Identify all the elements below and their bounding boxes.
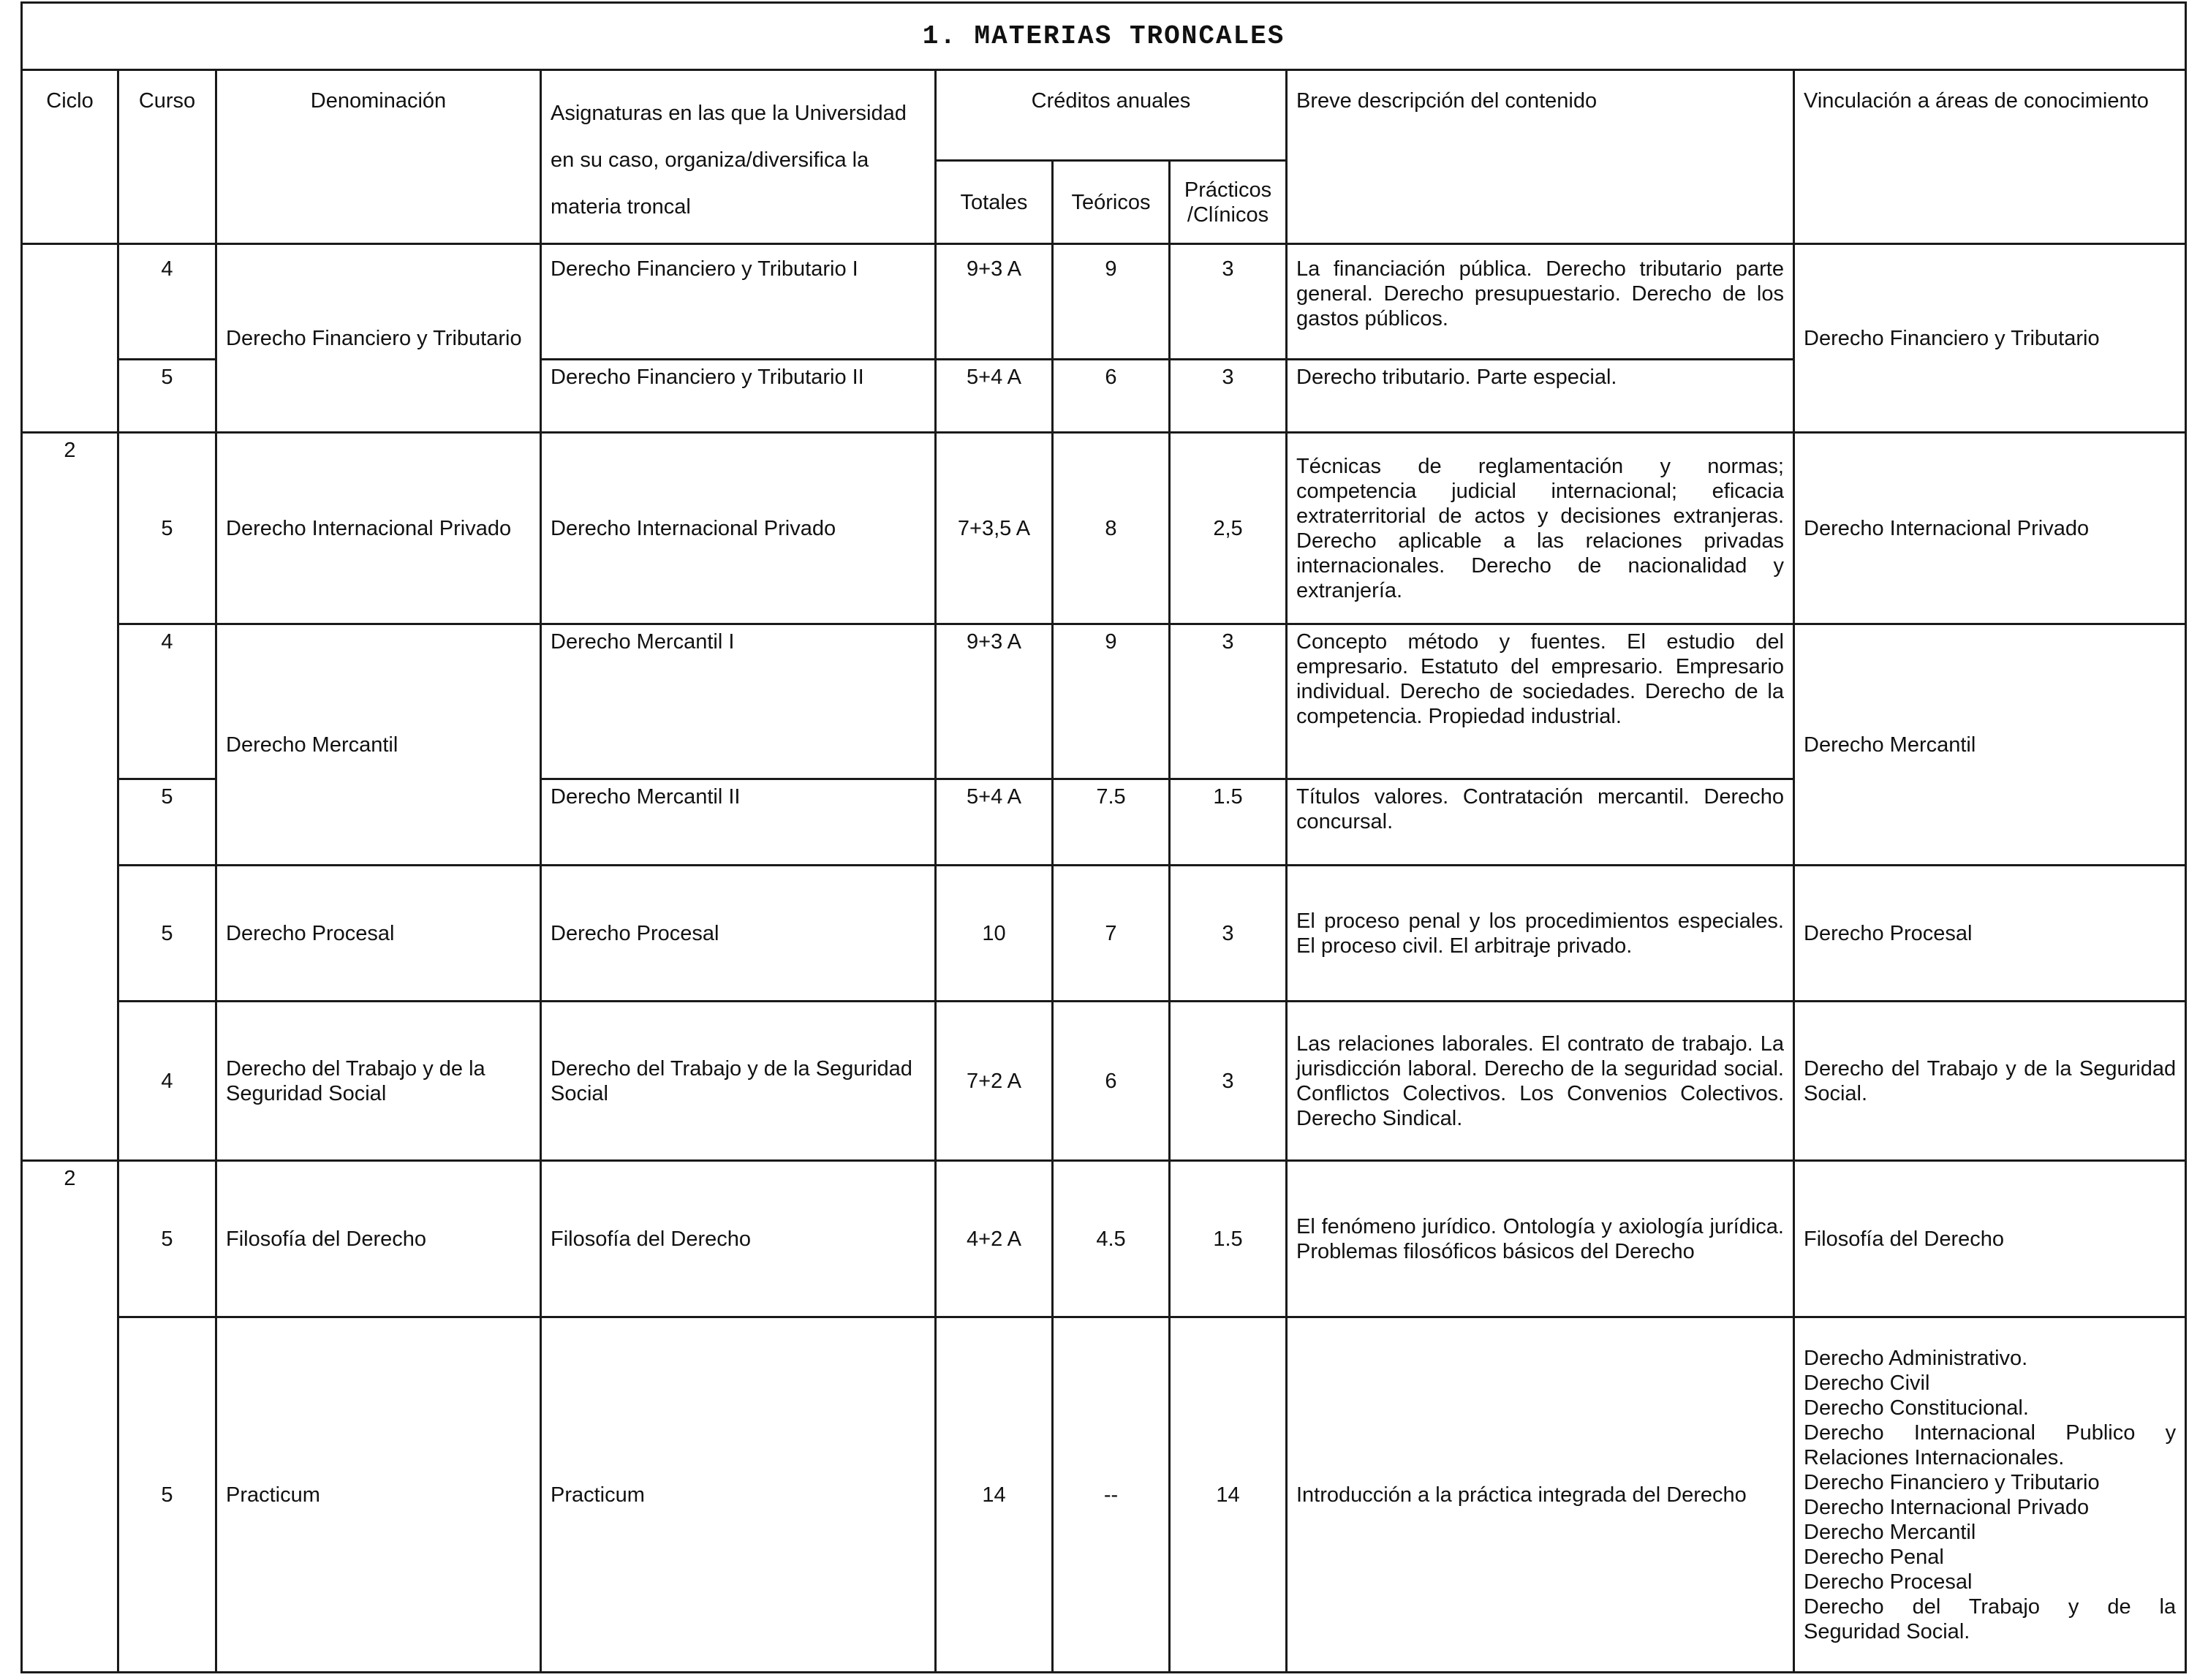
cell-asignatura: Derecho Mercantil II bbox=[541, 779, 936, 866]
cell-asignatura: Derecho Procesal bbox=[541, 866, 936, 1002]
cell-practicos: 3 bbox=[1170, 624, 1287, 779]
cell-denominacion: Derecho Internacional Privado bbox=[216, 433, 541, 624]
cell-descripcion: Concepto método y fuentes. El estudio del empresario. Estatuto del empresario. Empresario individual. Derecho de sociedades. Derecho de la competencia. Propiedad industrial. bbox=[1287, 624, 1794, 779]
vinculacion-line: Derecho Procesal bbox=[1804, 1570, 1973, 1594]
table-row bbox=[22, 1161, 2186, 1317]
cell-practicos: 1.5 bbox=[1170, 779, 1287, 866]
cell-curso: 5 bbox=[118, 866, 216, 1002]
cell-ciclo: 2 bbox=[22, 433, 118, 1161]
cell-asignatura: Filosofía del Derecho bbox=[541, 1161, 936, 1317]
cell-teoricos: 4.5 bbox=[1053, 1161, 1170, 1317]
table-row bbox=[22, 433, 2186, 624]
cell-denominacion: Derecho Mercantil bbox=[216, 624, 541, 866]
cell-asignatura: Derecho del Trabajo y de la Seguridad Social bbox=[541, 1002, 936, 1161]
header-totales: Totales bbox=[936, 161, 1053, 244]
vinculacion-line: Derecho del Trabajo y de la bbox=[1804, 1594, 2177, 1619]
cell-descripcion: Derecho tributario. Parte especial. bbox=[1287, 360, 1794, 433]
table-row bbox=[22, 866, 2186, 1002]
cell-vinculacion: Derecho del Trabajo y de la Seguridad Social. bbox=[1794, 1002, 2186, 1161]
cell-curso: 5 bbox=[118, 779, 216, 866]
cell-teoricos: 6 bbox=[1053, 360, 1170, 433]
table-row bbox=[22, 1317, 2186, 1673]
cell-curso: 5 bbox=[118, 433, 216, 624]
cell-curso: 4 bbox=[118, 1002, 216, 1161]
cell-teoricos: 9 bbox=[1053, 244, 1170, 360]
cell-practicos: 2,5 bbox=[1170, 433, 1287, 624]
table-title: 1. MATERIAS TRONCALES bbox=[22, 3, 2186, 70]
vinculacion-line: Derecho Penal bbox=[1804, 1545, 1944, 1569]
cell-practicos: 14 bbox=[1170, 1317, 1287, 1673]
vinculacion-line: Derecho Mercantil bbox=[1804, 1520, 1976, 1544]
cell-curso: 4 bbox=[118, 624, 216, 779]
cell-vinculacion: Derecho Internacional Privado bbox=[1794, 433, 2186, 624]
cell-totales: 10 bbox=[936, 866, 1053, 1002]
cell-asignatura: Derecho Financiero y Tributario II bbox=[541, 360, 936, 433]
cell-teoricos: 7.5 bbox=[1053, 779, 1170, 866]
vinculacion-line: Seguridad Social. bbox=[1804, 1619, 1970, 1643]
cell-practicos: 3 bbox=[1170, 866, 1287, 1002]
cell-descripcion: La financiación pública. Derecho tributario parte general. Derecho presupuestario. Derecho de los gastos públicos. bbox=[1287, 244, 1794, 360]
cell-teoricos: 6 bbox=[1053, 1002, 1170, 1161]
table-row bbox=[22, 244, 2186, 360]
header-denominacion: Denominación bbox=[216, 70, 541, 244]
cell-denominacion: Derecho Financiero y Tributario bbox=[216, 244, 541, 433]
vinculacion-line: Relaciones Internacionales. bbox=[1804, 1445, 2065, 1469]
cell-descripcion: El proceso penal y los procedimientos especiales. El proceso civil. El arbitraje privado. bbox=[1287, 866, 1794, 1002]
table-row bbox=[22, 624, 2186, 779]
cell-denominacion: Filosofía del Derecho bbox=[216, 1161, 541, 1317]
cell-teoricos: -- bbox=[1053, 1317, 1170, 1673]
cell-practicos: 3 bbox=[1170, 360, 1287, 433]
cell-totales: 9+3 A bbox=[936, 624, 1053, 779]
cell-vinculacion: Filosofía del Derecho bbox=[1794, 1161, 2186, 1317]
vinculacion-line: Derecho Civil bbox=[1804, 1371, 1930, 1395]
cell-totales: 5+4 A bbox=[936, 779, 1053, 866]
cell-teoricos: 7 bbox=[1053, 866, 1170, 1002]
cell-teoricos: 8 bbox=[1053, 433, 1170, 624]
table-row bbox=[22, 1002, 2186, 1161]
cell-totales: 4+2 A bbox=[936, 1161, 1053, 1317]
cell-descripcion: El fenómeno jurídico. Ontología y axiología jurídica. Problemas filosóficos básicos del Derecho bbox=[1287, 1161, 1794, 1317]
cell-descripcion: Introducción a la práctica integrada del Derecho bbox=[1287, 1317, 1794, 1673]
cell-totales: 5+4 A bbox=[936, 360, 1053, 433]
cell-vinculacion-list bbox=[1794, 1317, 2186, 1673]
cell-practicos: 1.5 bbox=[1170, 1161, 1287, 1317]
header-creditos-anuales: Créditos anuales bbox=[936, 70, 1287, 161]
cell-vinculacion: Derecho Procesal bbox=[1794, 866, 2186, 1002]
header-asignaturas: Asignaturas en las que la Universidad en su caso, organiza/diversifica la materia troncal bbox=[541, 70, 936, 244]
cell-descripcion: Técnicas de reglamentación y normas; competencia judicial internacional; eficacia extraterritorial de actos y decisiones extranjeras. Derecho aplicable a las relaciones privadas internacionales. Derecho de nacionalidad y extranjería. bbox=[1287, 433, 1794, 624]
vinculacion-line: Derecho Administrativo. bbox=[1804, 1346, 2028, 1370]
cell-curso: 5 bbox=[118, 1317, 216, 1673]
cell-vinculacion: Derecho Mercantil bbox=[1794, 624, 2186, 866]
cell-practicos: 3 bbox=[1170, 244, 1287, 360]
materias-troncales-table bbox=[20, 1, 2187, 1673]
cell-asignatura: Derecho Mercantil I bbox=[541, 624, 936, 779]
vinculacion-line: Derecho Internacional Publico y bbox=[1804, 1420, 2177, 1445]
cell-asignatura: Practicum bbox=[541, 1317, 936, 1673]
header-practicos: Prácticos /Clínicos bbox=[1170, 161, 1287, 244]
cell-teoricos: 9 bbox=[1053, 624, 1170, 779]
cell-denominacion: Derecho Procesal bbox=[216, 866, 541, 1002]
cell-practicos: 3 bbox=[1170, 1002, 1287, 1161]
cell-curso: 5 bbox=[118, 360, 216, 433]
cell-descripcion: Las relaciones laborales. El contrato de trabajo. La jurisdicción laboral. Derecho de la seguridad social. Conflictos Colectivos. Los Convenios Colectivos. Derecho Sindical. bbox=[1287, 1002, 1794, 1161]
vinculacion-line: Derecho Internacional Privado bbox=[1804, 1495, 2090, 1519]
cell-ciclo bbox=[22, 244, 118, 433]
cell-totales: 14 bbox=[936, 1317, 1053, 1673]
cell-totales: 9+3 A bbox=[936, 244, 1053, 360]
header-descripcion: Breve descripción del contenido bbox=[1287, 70, 1794, 244]
header-curso: Curso bbox=[118, 70, 216, 244]
cell-descripcion: Títulos valores. Contratación mercantil. Derecho concursal. bbox=[1287, 779, 1794, 866]
cell-vinculacion: Derecho Financiero y Tributario bbox=[1794, 244, 2186, 433]
cell-ciclo: 2 bbox=[22, 1161, 118, 1673]
cell-curso: 4 bbox=[118, 244, 216, 360]
header-ciclo: Ciclo bbox=[22, 70, 118, 244]
cell-asignatura: Derecho Internacional Privado bbox=[541, 433, 936, 624]
cell-denominacion: Practicum bbox=[216, 1317, 541, 1673]
vinculacion-line: Derecho Financiero y Tributario bbox=[1804, 1470, 2100, 1494]
header-vinculacion: Vinculación a áreas de conocimiento bbox=[1794, 70, 2186, 244]
header-teoricos: Teóricos bbox=[1053, 161, 1170, 244]
vinculacion-line: Derecho Constitucional. bbox=[1804, 1396, 2029, 1420]
cell-totales: 7+3,5 A bbox=[936, 433, 1053, 624]
cell-denominacion: Derecho del Trabajo y de la Seguridad Social bbox=[216, 1002, 541, 1161]
cell-asignatura: Derecho Financiero y Tributario I bbox=[541, 244, 936, 360]
cell-totales: 7+2 A bbox=[936, 1002, 1053, 1161]
cell-curso: 5 bbox=[118, 1161, 216, 1317]
